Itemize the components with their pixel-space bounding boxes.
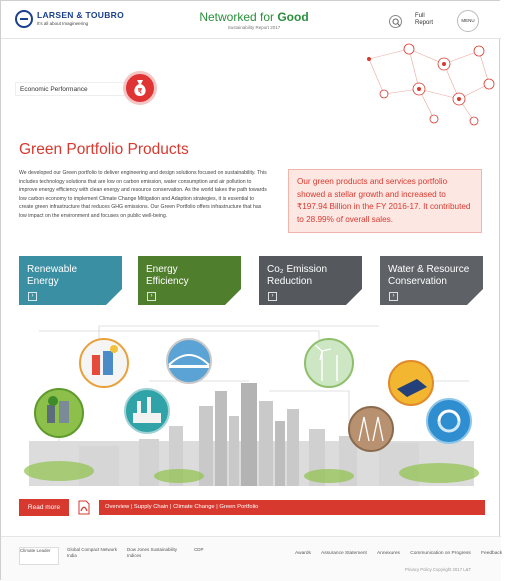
tile-renewable-energy[interactable] [19, 256, 122, 305]
tile-co2-emission-reduction[interactable] [259, 256, 362, 305]
company-logo[interactable] [15, 9, 125, 33]
arrow-right-icon[interactable]: › [268, 292, 277, 301]
network-decoration [349, 39, 499, 127]
tile-label-line2: Energy [27, 276, 59, 287]
copyright-text: Privacy Policy Copyright 2017 L&T [405, 567, 472, 572]
footer-link-feedback[interactable]: Feedback [481, 551, 503, 556]
site-title-prefix: Networked for [199, 10, 278, 24]
bubble-wind-turbines [305, 339, 353, 387]
search-button[interactable] [389, 15, 402, 28]
lt-logo-icon [15, 10, 33, 28]
footer-link-cop[interactable]: Communication on Progress [410, 551, 471, 556]
bubble-power-plant [125, 389, 169, 433]
section-links[interactable]: Overview | Supply Chain | Climate Change | Green Portfolio [99, 500, 485, 515]
footer-logo-dow-jones[interactable]: Dow Jones Sustainability Indices [127, 547, 178, 558]
full-report-link[interactable]: Full Report [415, 13, 434, 26]
tile-label-line1: Water & Resource [388, 264, 470, 275]
bubble-solar-panels [389, 361, 433, 405]
footer-logo-global-compact[interactable]: Global Compact Network India [67, 547, 118, 558]
tile-label-line2: Reduction [267, 276, 313, 287]
tile-corner [106, 289, 122, 305]
tile-label-line1: Renewable [27, 264, 78, 275]
footer-link-annexures[interactable]: Annexures [376, 551, 400, 556]
footer-links [295, 551, 511, 556]
svg-text:₹: ₹ [137, 88, 143, 96]
footer-link-assurance[interactable]: Assurance Statement [321, 551, 367, 556]
bubble-trees [35, 389, 83, 437]
tile-label-line1: Energy [146, 264, 178, 275]
bubble-solar-lamp [80, 339, 128, 387]
tile-corner [225, 289, 241, 305]
page-title: Green Portfolio Products [19, 141, 189, 158]
logo-name: LARSEN & TOUBRO [37, 10, 124, 20]
header [1, 1, 501, 39]
bubble-bridge [167, 339, 211, 383]
highlight-callout: Our green products and services portfolio showed a stellar growth and increased to ₹197.94 Billion in the FY 2016-17. It contributed to 28.99% of overall sales. [288, 169, 482, 233]
tile-label-line2: Conservation [388, 276, 447, 287]
intro-paragraph: We developed our Green portfolio to deliver engineering and design solutions focused on sustainability. This includes technology solutions that are low on carbon emission, water consumption and air pollution to improve energy efficiency with clean energy and resource conservation. As the world takes the path towards low carbon economy to implement Climate Change Mitigation and Adaption strategies, it is essential to create green infrastructure that reduces GHG emissions. Our Green Portfolio offers infrastructure that has low impact on the environment and focuses on public well-being. [19, 170, 267, 219]
arrow-right-icon[interactable]: › [389, 292, 398, 301]
tile-label [388, 264, 469, 288]
green-city-illustration [19, 321, 484, 486]
tile-label-line1: Co₂ Emission [267, 264, 328, 275]
tile-label [27, 264, 77, 288]
menu-button[interactable]: MENU [457, 10, 479, 32]
arrow-right-icon[interactable]: › [147, 292, 156, 301]
bubble-water-recycle [427, 399, 471, 443]
site-title-bold: Good [277, 10, 309, 24]
bubble-transmission [349, 407, 393, 451]
site-subtitle: Sustainability Report 2017 [227, 25, 281, 30]
tile-corner [346, 289, 362, 305]
footer-logo-climate[interactable]: Climate Leader [19, 547, 59, 565]
arrow-right-icon[interactable]: › [28, 292, 37, 301]
footer [1, 536, 501, 581]
breadcrumb[interactable]: Economic Performance [15, 82, 131, 96]
tile-water-resource-conservation[interactable] [380, 256, 483, 305]
footer-link-awards[interactable]: Awards [295, 551, 311, 556]
tile-label-line2: Efficiency [146, 276, 189, 287]
pdf-icon[interactable] [77, 500, 91, 515]
search-icon [392, 18, 401, 27]
economic-performance-badge [123, 71, 157, 105]
footer-logo-cdp[interactable]: CDP [194, 547, 204, 552]
tile-label [267, 264, 327, 288]
money-bag-icon [131, 78, 149, 98]
tile-corner [467, 289, 483, 305]
tile-energy-efficiency[interactable] [138, 256, 241, 305]
site-title [189, 10, 319, 24]
tile-label [146, 264, 189, 288]
read-more-button[interactable]: Read more [19, 499, 69, 516]
logo-tagline: It's all about Imagineering [37, 21, 89, 26]
